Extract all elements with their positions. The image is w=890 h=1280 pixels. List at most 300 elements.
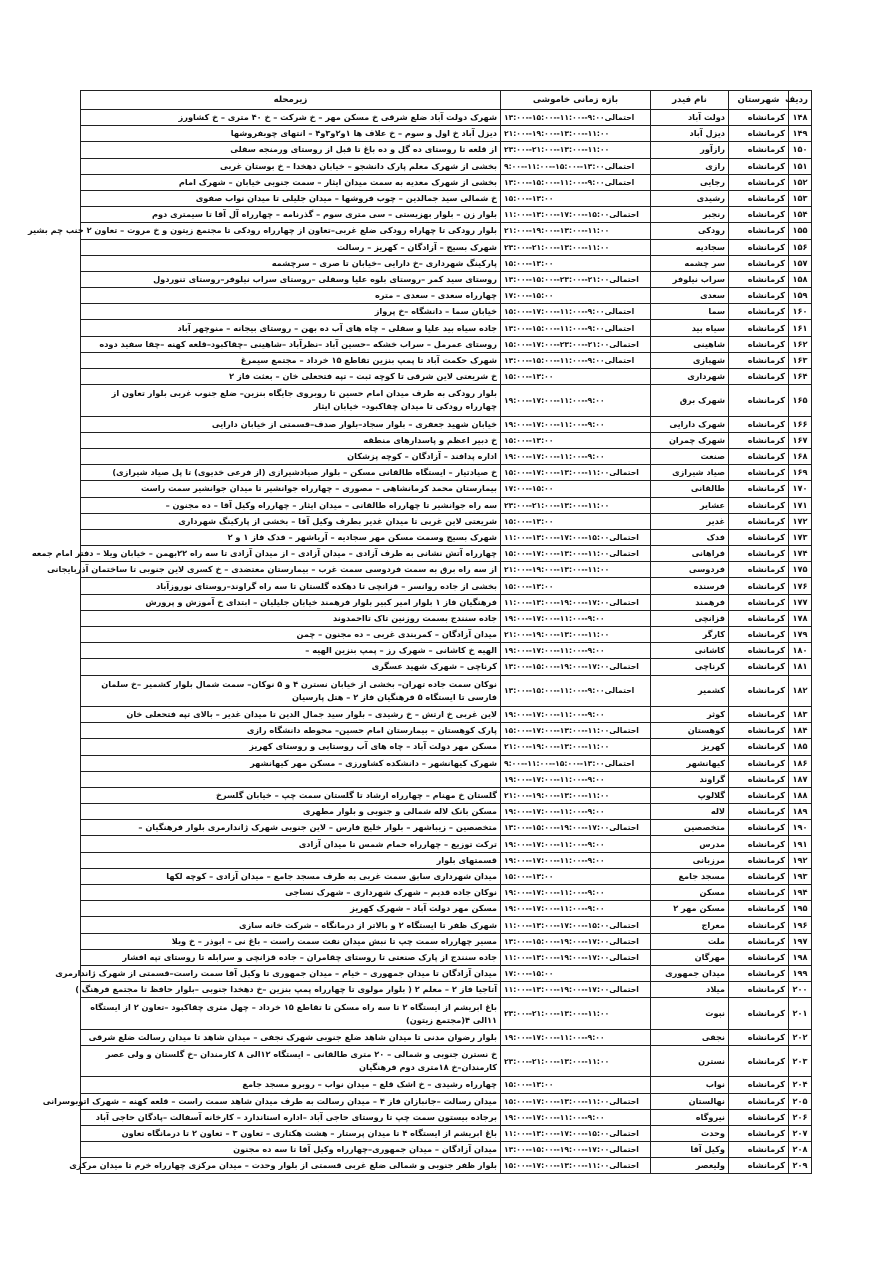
cell-period: ۱۵:۰۰--۱۳:۰۰ [501,432,651,448]
cell-city: کرمانشاه [729,739,789,755]
cell-feeder: کوثر [651,706,729,722]
cell-feeder: نهالستان [651,1093,729,1109]
cell-index: ۲۰۰ [789,982,812,998]
cell-index: ۱۷۰ [789,481,812,497]
cell-index: ۲۰۴ [789,1077,812,1093]
cell-period: احتمالی۱۱:۰۰--۱۳:۰۰--۱۷:۰۰--۱۵:۰۰ [501,465,651,481]
cell-feeder: میدان جمهوری [651,965,729,981]
cell-index: ۲۰۳ [789,1045,812,1076]
cell-area: ترکت توزیع – چهارراه حمام شمس تا میدان آزادی [81,836,501,852]
cell-city: کرمانشاه [729,868,789,884]
cell-index: ۱۵۴ [789,207,812,223]
cell-city: کرمانشاه [729,481,789,497]
table-row [81,755,812,771]
cell-area: خیابان شهید جعفری – بلوار سجاد–بلوار صدف–قسمتی از خیابان دارایی [81,416,501,432]
table-row [81,1125,812,1141]
table-row [81,836,812,852]
cell-period: احتمالی۱۵:۰۰--۱۷:۰۰--۱۳:۰۰--۱۱:۰۰ [501,207,651,223]
cell-period: ۱۹:۰۰--۱۷:۰۰--۱۱:۰۰--۹:۰۰ [501,1109,651,1125]
cell-feeder: شاهینی [651,336,729,352]
cell-feeder: قزانچی [651,610,729,626]
cell-feeder: فرهمند [651,594,729,610]
cell-area: مسکن مهر دولت آباد – شهرک کهریز [81,901,501,917]
cell-feeder: میلاد [651,982,729,998]
table-row [81,787,812,803]
cell-period: ۲۳:۰۰--۲۱:۰۰--۱۳:۰۰--۱۱:۰۰ [501,239,651,255]
cell-index: ۱۷۶ [789,578,812,594]
cell-feeder: فدک [651,529,729,545]
table-row [81,352,812,368]
table-header-row [81,91,812,110]
table-row [81,659,812,675]
cell-area: بلوار رضوان مدنی تا میدان شاهد ضلع جنوبی شهرک نجفی – میدان شاهد تا میدان رسالت ضلع شرقی [81,1029,501,1045]
cell-feeder: گلالوپ [651,787,729,803]
cell-period: احتمالی۹:۰۰--۱۱:۰۰--۱۷:۰۰--۱۵:۰۰ [501,304,651,320]
cell-feeder: ولیعصر [651,1158,729,1174]
cell-index: ۱۴۹ [789,126,812,142]
table-row [81,546,812,562]
cell-city: کرمانشاه [729,723,789,739]
table-row [81,158,812,174]
table-row [81,852,812,868]
cell-area: متخصصین – زیباشهر – بلوار خلیج فارس – لاین جنوبی شهرک ژاندارمری بلوار فرهنگیان – [81,820,501,836]
cell-index: ۱۹۱ [789,836,812,852]
cell-feeder: سعدی [651,288,729,304]
cell-city: کرمانشاه [729,1029,789,1045]
cell-period: ۱۹:۰۰--۱۷:۰۰--۱۱:۰۰--۹:۰۰ [501,643,651,659]
cell-feeder: گراوند [651,771,729,787]
cell-period: ۱۵:۰۰--۱۳:۰۰ [501,190,651,206]
cell-period: ۱۷:۰۰--۱۵:۰۰ [501,965,651,981]
cell-city: کرمانشاه [729,594,789,610]
cell-period: ۱۹:۰۰--۱۷:۰۰--۱۱:۰۰--۹:۰۰ [501,771,651,787]
cell-area: میدان شهرداری سابق سمت غربی به طرف مسجد جامع – میدان آزادی – کوچه لکها [81,868,501,884]
table-row [81,868,812,884]
outage-schedule-table [27,90,812,1174]
cell-feeder: نسترن [651,1045,729,1076]
table-row [81,1158,812,1174]
cell-index: ۲۰۷ [789,1125,812,1141]
cell-city: کرمانشاه [729,804,789,820]
cell-feeder: کهریز [651,739,729,755]
cell-feeder: نبوت [651,998,729,1029]
table-row [81,448,812,464]
cell-period: احتمالی۹:۰۰--۱۱:۰۰--۱۵:۰۰--۱۳:۰۰ [501,110,651,126]
cell-city: کرمانشاه [729,1109,789,1125]
cell-city: کرمانشاه [729,158,789,174]
table-row [81,610,812,626]
cell-index: ۱۶۵ [789,385,812,416]
cell-index: ۱۵۶ [789,239,812,255]
cell-index: ۱۹۳ [789,868,812,884]
cell-period: ۱۵:۰۰--۱۳:۰۰ [501,513,651,529]
cell-period: ۱۹:۰۰--۱۷:۰۰--۱۱:۰۰--۹:۰۰ [501,706,651,722]
cell-city: کرمانشاه [729,933,789,949]
table-row [81,416,812,432]
cell-feeder: صنعت [651,448,729,464]
cell-city: کرمانشاه [729,771,789,787]
cell-area: چهارراه رشیدی – خ اشک قلع – میدان نواب – روبرو مسجد جامع [81,1077,501,1093]
cell-city: کرمانشاه [729,465,789,481]
cell-index: ۱۸۶ [789,755,812,771]
table-row [81,901,812,917]
cell-area: از سه راه برق به سمت فردوسی سمت غرب – بیمارستان معتضدی – خ کسری لاین جنوبی تا ساختمان آذربایجانی [81,562,501,578]
cell-city: کرمانشاه [729,271,789,287]
cell-area: جاده سنندج از پارک صنعتی تا روستای چقامران – جاده قزانچی و سرابله تا روستای تپه افشار [81,949,501,965]
cell-index: ۲۰۵ [789,1093,812,1109]
cell-city: کرمانشاه [729,174,789,190]
cell-feeder: رودکی [651,223,729,239]
cell-area: خ نسترن جنوبی و شمالی – ۲۰ متری طالقانی – ایستگاه ۱۲الی ۸ کارمندان –خ گلستان و ولی عصر کارمندان–خ ۱۸متری دوم فرهنگیان [81,1045,501,1076]
cell-index: ۱۹۲ [789,852,812,868]
cell-index: ۱۶۲ [789,336,812,352]
cell-index: ۱۸۳ [789,706,812,722]
cell-city: کرمانشاه [729,675,789,706]
cell-city: کرمانشاه [729,1045,789,1076]
cell-area: شهرک ظفر تا ایستگاه ۲ و بالاتر از درمانگاه – شرکت خانه سازی [81,917,501,933]
cell-area: دیزل آباد خ اول و سوم – خ علاف ها ۱و۲و۳و۴ – انتهای چوبفروشها [81,126,501,142]
cell-period: احتمالی۱۵:۰۰--۱۷:۰۰--۱۳:۰۰--۱۱:۰۰ [501,529,651,545]
cell-index: ۱۶۷ [789,432,812,448]
cell-area: کرناچی – شهرک شهید عسگری [81,659,501,675]
cell-period: ۲۱:۰۰--۱۹:۰۰--۱۳:۰۰--۱۱:۰۰ [501,627,651,643]
cell-city: کرمانشاه [729,659,789,675]
cell-area: شهرک دولت آباد ضلع شرقی خ مسکن مهر – خ شرکت – خ ۴۰ متری – خ کشاورز [81,110,501,126]
cell-period: احتمالی۱۷:۰۰--۱۹:۰۰--۱۳:۰۰--۱۱:۰۰ [501,982,651,998]
cell-index: ۱۵۲ [789,174,812,190]
cell-feeder: وکیل آقا [651,1142,729,1158]
cell-feeder: رازآور [651,142,729,158]
cell-feeder: لاله [651,804,729,820]
table-row [81,998,812,1029]
cell-period: احتمالی۱۷:۰۰--۱۹:۰۰--۱۵:۰۰--۱۳:۰۰ [501,820,651,836]
cell-index: ۱۸۱ [789,659,812,675]
cell-period: ۱۹:۰۰--۱۷:۰۰--۱۱:۰۰--۹:۰۰ [501,852,651,868]
table-row [81,949,812,965]
cell-city: کرمانشاه [729,239,789,255]
cell-area: آتاجیا فاز ۲ – معلم ۲ ( بلوار مولوی تا چهارراه پمپ بنزین –خ دهخدا جنوبی –بلوار حافظ تا مجتمع فرهنگ ) [81,982,501,998]
cell-index: ۱۷۷ [789,594,812,610]
cell-period: ۲۱:۰۰--۱۹:۰۰--۱۳:۰۰--۱۱:۰۰ [501,223,651,239]
cell-city: کرمانشاه [729,578,789,594]
cell-feeder: وحدت [651,1125,729,1141]
table-row [81,885,812,901]
cell-index: ۱۵۳ [789,190,812,206]
table-row [81,1045,812,1076]
cell-area: میدان آزادگان تا میدان جمهوری – خیام – میدان جمهوری تا وکیل آقا سمت راست–قسمتی از شهرک ژاندارمری [81,965,501,981]
cell-city: کرمانشاه [729,706,789,722]
cell-index: ۱۹۹ [789,965,812,981]
header-feeder: نام فیدر [651,91,729,110]
table-row [81,288,812,304]
table-row [81,739,812,755]
cell-area: پارک کوهستان – بیمارستان امام حسین– محوطه دانشگاه رازی [81,723,501,739]
cell-area: چهارراه آتش نشانی به طرف آزادی – میدان آزادی – از میدان آزادی تا سه راه ۲۲بهمن – خیابان ویلا – دفتر امام جمعه [81,546,501,562]
table-row [81,627,812,643]
cell-city: کرمانشاه [729,207,789,223]
cell-index: ۱۶۶ [789,416,812,432]
cell-period: احتمالی۱۷:۰۰--۱۹:۰۰--۱۳:۰۰--۱۱:۰۰ [501,594,651,610]
cell-area: اداره پدافند – آزادگان – کوچه پزشکان [81,448,501,464]
cell-area: سه راه جوانشیر تا چهارراه طالقانی – میدان ایثار – چهارراه وکیل آقا – ده مجنون – [81,497,501,513]
cell-index: ۱۸۲ [789,675,812,706]
cell-area: شهرک حکمت آباد تا پمپ بنزین تقاطع ۱۵ خرداد – مجتمع سیمرغ [81,352,501,368]
cell-area: باغ ابریشم از ایستگاه ۲ تا سه راه مسکن تا تقاطع ۱۵ خرداد – چهل متری چقاکبود –تعاون ۲ از ایستگاه ۱۱الی ۴(مجتمع زیتون) [81,998,501,1029]
cell-city: کرمانشاه [729,965,789,981]
cell-area: میدان آزادگان – کمربندی غربی – ده مجنون – چمن [81,627,501,643]
table-row [81,271,812,287]
cell-index: ۲۰۹ [789,1158,812,1174]
table-body [27,110,812,1174]
cell-period: ۱۹:۰۰--۱۷:۰۰--۱۱:۰۰--۹:۰۰ [501,610,651,626]
cell-feeder: فردوسی [651,562,729,578]
cell-index: ۱۷۹ [789,627,812,643]
cell-city: کرمانشاه [729,255,789,271]
cell-area: قسمتهای بلوار [81,852,501,868]
cell-city: کرمانشاه [729,385,789,416]
cell-city: کرمانشاه [729,110,789,126]
cell-feeder: مدرس [651,836,729,852]
cell-period: ۱۵:۰۰--۱۳:۰۰ [501,578,651,594]
cell-index: ۱۸۵ [789,739,812,755]
cell-period: ۱۹:۰۰--۱۷:۰۰--۱۱:۰۰--۹:۰۰ [501,804,651,820]
table-row [81,529,812,545]
cell-feeder: رشیدی [651,190,729,206]
cell-index: ۱۷۲ [789,513,812,529]
cell-area: الهیه خ کاشانی – شهرک رز – پمپ بنزین الهیه – [81,643,501,659]
cell-city: کرمانشاه [729,352,789,368]
cell-period: ۲۱:۰۰--۱۹:۰۰--۱۳:۰۰--۱۱:۰۰ [501,562,651,578]
cell-area: میدان آزادگان – میدان جمهوری–چهارراه وکیل آقا تا سه ده مجنون [81,1142,501,1158]
cell-area: مسکن مهر دولت آباد – چاه های آب روستایی و روستای کهریز [81,739,501,755]
table-row [81,562,812,578]
cell-index: ۱۷۱ [789,497,812,513]
cell-city: کرمانشاه [729,787,789,803]
cell-area: بلوار زن – بلوار بهزیستی – سی متری سوم – گذرنامه – چهارراه آل آقا تا سیمتری دوم [81,207,501,223]
cell-area: از قلعه تا روستای ده گل و ده باغ تا قبل از روستای ورمنجه سفلی [81,142,501,158]
cell-area: نوکان جاده قدیم – شهرک شهرداری – شهرک نساجی [81,885,501,901]
cell-area: خ شمالی سید جمالدین – چوب فروشها – میدان جلیلی تا میدان نواب صفوی [81,190,501,206]
cell-index: ۱۴۸ [789,110,812,126]
cell-index: ۱۷۸ [789,610,812,626]
cell-area: بلوار رودکی به طرف میدان امام حسین تا روبروی جایگاه بنزین– ضلع جنوب غربی بلوار تعاون از چهارراه رودکی تا میدان چقاکبود– خیابان ایثار [81,385,501,416]
cell-feeder: رجایی [651,174,729,190]
cell-index: ۱۶۴ [789,369,812,385]
cell-feeder: مرزبانی [651,852,729,868]
cell-area: شهرک بسیج – آزادگان – کهریز – رسالت [81,239,501,255]
table-row [81,369,812,385]
cell-feeder: عشایر [651,497,729,513]
cell-period: احتمالی۲۱:۰۰--۲۳:۰۰--۱۷:۰۰--۱۵:۰۰ [501,336,651,352]
cell-area: بخشی از شهرک معدیه به سمت میدان ایثار – سمت جنوبی خیابان – شهرک امام [81,174,501,190]
cell-area: بلوار رودکی تا چهاراه رودکی ضلع غربی–تعاون از چهارراه رودکی تا مجتمع زیتون و خ مروت – تعاون ۲ جنب چم بشیر [81,223,501,239]
cell-feeder: متخصصین [651,820,729,836]
cell-period: ۱۷:۰۰--۱۵:۰۰ [501,288,651,304]
cell-index: ۱۸۷ [789,771,812,787]
cell-period: احتمالی۱۷:۰۰--۱۹:۰۰--۱۵:۰۰--۱۳:۰۰ [501,1142,651,1158]
cell-city: کرمانشاه [729,627,789,643]
cell-city: کرمانشاه [729,610,789,626]
cell-area: خیابان سما – دانشگاه –خ پرواز [81,304,501,320]
cell-city: کرمانشاه [729,126,789,142]
table-row [81,304,812,320]
cell-city: کرمانشاه [729,885,789,901]
cell-area: خ صیادتیار – ایستگاه طالقانی مسکن – بلوار صیادشیرازی (از فرعی خدیوی) تا پل صیاد شیرازی) [81,465,501,481]
cell-feeder: ملت [651,933,729,949]
cell-period: ۱۵:۰۰--۱۳:۰۰ [501,868,651,884]
cell-city: کرمانشاه [729,142,789,158]
cell-period: احتمالی۱۷:۰۰--۱۹:۰۰--۱۵:۰۰--۱۳:۰۰ [501,659,651,675]
cell-period: احتمالی۹:۰۰--۱۱:۰۰--۱۵:۰۰--۱۳:۰۰ [501,675,651,706]
table-row [81,497,812,513]
cell-index: ۱۷۵ [789,562,812,578]
cell-period: ۱۹:۰۰--۱۷:۰۰--۱۱:۰۰--۹:۰۰ [501,901,651,917]
cell-area: روستای عمرمل – سراب خشکه –حسین آباد –نظرآباد –شاهینی –چقاکبود–قلعه کهنه –چقا سفید دوده [81,336,501,352]
table-row [81,239,812,255]
cell-city: کرمانشاه [729,546,789,562]
cell-city: کرمانشاه [729,448,789,464]
cell-area: شهرک بسیج وسمت مسکن مهر سجادیه – آریاشهر – فدک فاز ۱ و ۲ [81,529,501,545]
cell-period: ۲۳:۰۰--۲۱:۰۰--۱۳:۰۰--۱۱:۰۰ [501,998,651,1029]
cell-area: خ شریعتی لاین شرقی تا کوچه ثبت – تپه فتحعلی خان – بعثت فاز ۲ [81,369,501,385]
cell-index: ۲۰۱ [789,998,812,1029]
cell-index: ۲۰۸ [789,1142,812,1158]
table-row [81,578,812,594]
cell-index: ۱۶۸ [789,448,812,464]
table-row [81,255,812,271]
cell-area [81,771,501,787]
table-row [81,174,812,190]
cell-index: ۱۸۴ [789,723,812,739]
cell-index: ۱۹۴ [789,885,812,901]
table-row [81,320,812,336]
table-row [81,706,812,722]
cell-period: احتمالی۱۱:۰۰--۱۳:۰۰--۱۷:۰۰--۱۵:۰۰ [501,1158,651,1174]
cell-feeder: فرسنده [651,578,729,594]
cell-city: کرمانشاه [729,497,789,513]
header-area: زیرمحله [81,91,501,110]
cell-city: کرمانشاه [729,416,789,432]
cell-index: ۱۵۵ [789,223,812,239]
cell-feeder: شهبازی [651,352,729,368]
cell-index: ۱۶۳ [789,352,812,368]
cell-feeder: سیاه بید [651,320,729,336]
cell-index: ۱۸۸ [789,787,812,803]
cell-index: ۱۷۳ [789,529,812,545]
cell-period: ۲۳:۰۰--۲۱:۰۰--۱۳:۰۰--۱۱:۰۰ [501,1045,651,1076]
cell-index: ۱۹۰ [789,820,812,836]
cell-period: ۱۹:۰۰--۱۷:۰۰--۱۱:۰۰--۹:۰۰ [501,885,651,901]
cell-city: کرمانشاه [729,917,789,933]
cell-city: کرمانشاه [729,820,789,836]
cell-index: ۱۶۹ [789,465,812,481]
table-row [81,804,812,820]
cell-feeder: شهرداری [651,369,729,385]
cell-area: برجاده بیستون سمت چپ تا روستای حاجی آباد –اداره استاندارد – کارخانه آسفالت –پادگان حاجی آباد [81,1109,501,1125]
cell-city: کرمانشاه [729,998,789,1029]
cell-index: ۲۰۲ [789,1029,812,1045]
cell-area: مسیر چهارراه سمت چپ تا نبش میدان نفت سمت راست – باغ نی – ابوذر – خ ویلا [81,933,501,949]
cell-period: ۲۳:۰۰--۲۱:۰۰--۱۳:۰۰--۱۱:۰۰ [501,497,651,513]
cell-area: چهارراه سعدی – سعدی – متره [81,288,501,304]
table-row [81,917,812,933]
cell-area: گلستان خ مهنام – چهارراه ارشاد تا گلستان سمت چپ – خیابان گلسرخ [81,787,501,803]
table-row [81,1142,812,1158]
cell-index: ۱۶۱ [789,320,812,336]
cell-period: احتمالی۱۵:۰۰--۱۷:۰۰--۱۳:۰۰--۱۱:۰۰ [501,917,651,933]
cell-city: کرمانشاه [729,836,789,852]
cell-area: بخشی از جاده روانسر – قزانچی تا دهکده گلستان تا سه راه گراوند–روستای نوروزآباد [81,578,501,594]
cell-period: احتمالی۱۱:۰۰--۱۳:۰۰--۱۷:۰۰--۱۵:۰۰ [501,1093,651,1109]
header-city: شهرستان [729,91,789,110]
cell-index: ۱۸۹ [789,804,812,820]
table-row [81,820,812,836]
cell-feeder: رنجبر [651,207,729,223]
cell-period: احتمالی۱۳:۰۰--۱۵:۰۰--۱۱:۰۰--۹:۰۰ [501,755,651,771]
cell-feeder: دولت آباد [651,110,729,126]
cell-area: جاده سیاه بید علیا و سفلی – چاه های آب ده بهن – روستای بیجانه – منوچهر آباد [81,320,501,336]
cell-feeder: رازی [651,158,729,174]
cell-city: کرمانشاه [729,304,789,320]
cell-feeder: نواب [651,1077,729,1093]
cell-city: کرمانشاه [729,1158,789,1174]
cell-period: احتمالی۱۱:۰۰--۱۳:۰۰--۱۷:۰۰--۱۵:۰۰ [501,546,651,562]
table-row [81,982,812,998]
cell-period: ۱۷:۰۰--۱۵:۰۰ [501,481,651,497]
cell-index: ۱۹۷ [789,933,812,949]
cell-period: ۱۹:۰۰--۱۷:۰۰--۱۱:۰۰--۹:۰۰ [501,1029,651,1045]
table-row [81,594,812,610]
cell-feeder: طالقانی [651,481,729,497]
cell-feeder: سراب نیلوفر [651,271,729,287]
cell-area: میدان رسالت –جانبازان فاز ۴ – میدان رسالت به طرف میدان شاهد سمت راست – قلعه کهنه – شهرک اتوبوسرانی [81,1093,501,1109]
table-row [81,723,812,739]
cell-period: ۲۳:۰۰--۲۱:۰۰--۱۳:۰۰--۱۱:۰۰ [501,142,651,158]
cell-period: احتمالی۲۱:۰۰--۲۳:۰۰--۱۵:۰۰--۱۳:۰۰ [501,271,651,287]
cell-period: ۲۱:۰۰--۱۹:۰۰--۱۳:۰۰--۱۱:۰۰ [501,787,651,803]
cell-period: ۱۵:۰۰--۱۳:۰۰ [501,369,651,385]
cell-city: کرمانشاه [729,1142,789,1158]
cell-period: احتمالی۱۷:۰۰--۱۹:۰۰--۱۵:۰۰--۱۳:۰۰ [501,933,651,949]
cell-feeder: دیزل آباد [651,126,729,142]
cell-feeder: مسکن [651,885,729,901]
cell-city: کرمانشاه [729,852,789,868]
table-row [81,223,812,239]
cell-feeder: کرناچی [651,659,729,675]
table-row [81,126,812,142]
table-row [81,1109,812,1125]
cell-feeder: غدیر [651,513,729,529]
table-row [81,481,812,497]
cell-area: فرهنگیان فاز ۱ بلوار امیر کبیر بلوار فرهمند خیابان جلیلیان – ابتدای خ آموزش و پرورش [81,594,501,610]
table-row [81,643,812,659]
cell-city: کرمانشاه [729,320,789,336]
cell-area: نوکان سمت جاده تهران– بخشی از خیابان نسترن ۴ و ۵ نوکان– سمت شمال بلوار کشمیر –خ سلمان فارسی تا ایستگاه ۵ فرهنگیان فاز ۲ – هتل پارسیان [81,675,501,706]
header-period: بازه زمانی خاموشی [501,91,651,110]
header-index: ردیف [789,91,812,110]
cell-city: کرمانشاه [729,1093,789,1109]
cell-period: احتمالی۱۱:۰۰--۱۳:۰۰--۱۷:۰۰--۱۵:۰۰ [501,723,651,739]
cell-period: ۱۹:۰۰--۱۷:۰۰--۱۱:۰۰--۹:۰۰ [501,448,651,464]
table-row [81,675,812,706]
cell-city: کرمانشاه [729,223,789,239]
cell-feeder: معراج [651,917,729,933]
table-row [81,1093,812,1109]
cell-period: ۲۱:۰۰--۱۹:۰۰--۱۳:۰۰--۱۱:۰۰ [501,126,651,142]
cell-index: ۱۹۸ [789,949,812,965]
cell-feeder: سجادیه [651,239,729,255]
table-row [81,207,812,223]
